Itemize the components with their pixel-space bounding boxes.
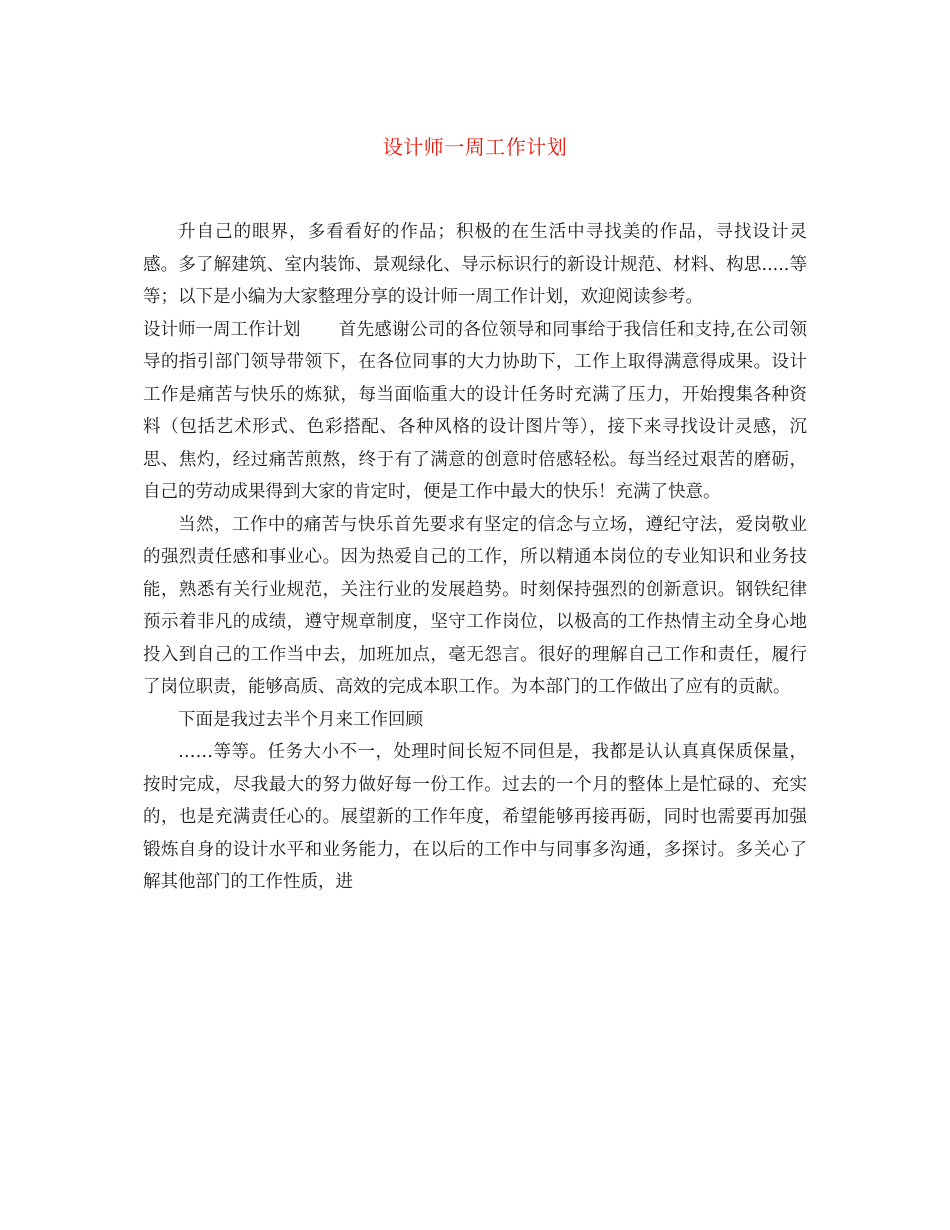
review-paragraph: ……等等。任务大小不一，处理时间长短不同但是，我都是认认真真保质保量，按时完成，尽我最大的努力做好每一份工作。过去的一个月的整体上是忙碌的、充实的，也是充满责任心的。展望新的工作年度，希望能够再接再砺，同时也需要再加强锻炼自身的设计水平和业务能力，在以后的工作中与同事多沟通，多探讨。多关心了解其他部门的工作性质，进 xyxy=(143,742,807,892)
attitude-paragraph: 当然，工作中的痛苦与快乐首先要求有坚定的信念与立场，遵纪守法，爱岗敬业的强烈责任感和事业心。因为热爱自己的工作，所以精通本岗位的专业知识和业务技能，熟悉有关行业规范，关注行业的发展趋势。时刻保持强烈的创新意识。钢铁纪律预示着非凡的成绩，遵守规章制度，坚守工作岗位，以极高的工作热情主动全身心地投入到自己的工作当中去，加班加点，毫无怨言。很好的理解自己工作和责任，履行了岗位职责，能够高质、高效的完成本职工作。为本部门的工作做出了应有的贡献。 xyxy=(143,514,807,697)
document-body xyxy=(143,216,807,899)
inline-heading: 设计师一周工作计划 xyxy=(143,319,301,340)
document-title: 设计师一周工作计划 xyxy=(382,135,568,159)
review-heading-paragraph: 下面是我过去半个月来工作回顾 xyxy=(178,709,423,730)
plan-paragraph-text: 首先感谢公司的各位领导和同事给于我信任和支持,在公司领导的指引部门领导带领下，在各位同事的大力协助下，工作上取得满意得成果。设计工作是痛苦与快乐的炼狱，每当面临重大的设计任务时充满了压力，开始搜集各种资料（包括艺术形式、色彩搭配、各种风格的设计图片等），接下来寻找设计灵感，沉思、焦灼，经过痛苦煎熬，终于有了满意的创意时倍感轻松。每当经过艰苦的磨砺，自己的劳动成果得到大家的肯定时，便是工作中最大的快乐！充满了快意。 xyxy=(143,319,807,502)
intro-paragraph: 升自己的眼界，多看看好的作品；积极的在生活中寻找美的作品，寻找设计灵感。多了解建筑、室内装饰、景观绿化、导示标识行的新设计规范、材料、构思.....等等；以下是小编为大家整理分享的设计师一周工作计划，欢迎阅读参考。 xyxy=(143,222,807,307)
plan-paragraph xyxy=(143,314,807,509)
